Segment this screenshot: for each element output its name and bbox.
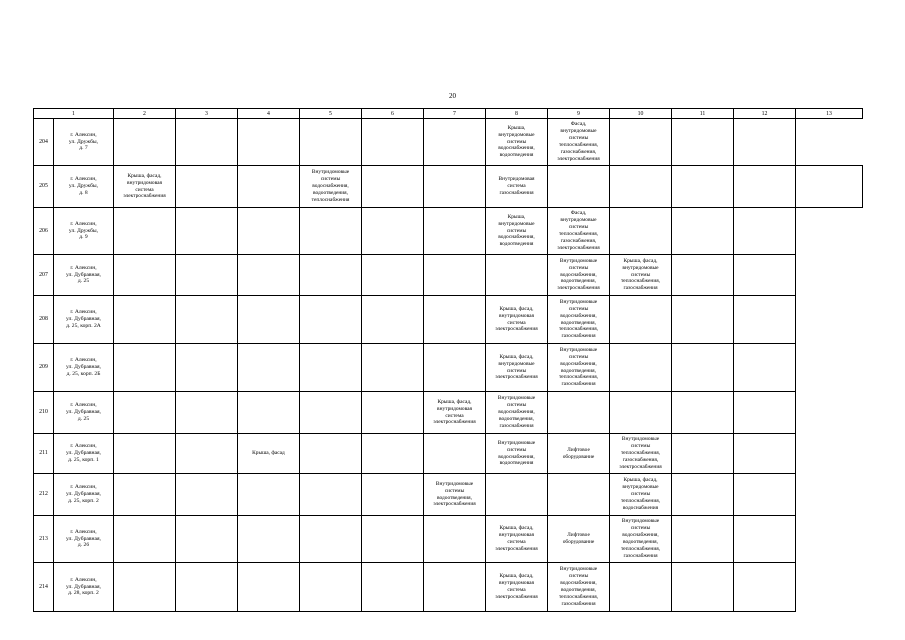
work-cell — [176, 166, 238, 208]
address-cell: г. Алексин, ул. Дубравная, д. 25, корп. 2Б — [54, 344, 114, 392]
work-cell — [362, 563, 424, 612]
work-cell: Крыша, фасад, внутридомовые системы теплоснабжения, водоснабжения — [610, 474, 672, 516]
work-cell — [362, 434, 424, 474]
work-cell: Внутридомовые системы водоснабжения, водоотведения, теплоснабжения, газоснабжения — [548, 344, 610, 392]
table-row — [34, 344, 863, 392]
work-cell — [238, 563, 300, 612]
work-cell: Лифтовое оборудование — [548, 516, 610, 563]
work-cell — [300, 344, 362, 392]
address-cell: г. Алексин, ул. Дубравная, д. 26 — [54, 516, 114, 563]
column-header: 4 — [238, 109, 300, 119]
row-number: 212 — [34, 474, 54, 516]
work-cell — [672, 119, 734, 166]
work-cell — [238, 166, 300, 208]
work-cell: Крыша, фасад, внутридомовые системы электроснабжения — [486, 344, 548, 392]
work-cell — [424, 434, 486, 474]
row-number: 206 — [34, 208, 54, 255]
work-cell — [114, 296, 176, 344]
work-cell — [672, 296, 734, 344]
work-cell — [176, 434, 238, 474]
work-cell — [672, 474, 734, 516]
table-row — [34, 392, 863, 434]
column-header: 6 — [362, 109, 424, 119]
work-cell — [300, 392, 362, 434]
work-cell — [238, 119, 300, 166]
work-cell — [672, 166, 734, 208]
work-cell: Внутридомовые системы теплоснабжения, газоснабжения, электроснабжения — [610, 434, 672, 474]
row-number: 211 — [34, 434, 54, 474]
work-cell — [734, 208, 796, 255]
work-cell — [734, 563, 796, 612]
work-cell — [300, 119, 362, 166]
work-cell — [424, 255, 486, 296]
work-cell — [424, 344, 486, 392]
work-cell — [238, 344, 300, 392]
work-cell — [362, 392, 424, 434]
work-cell — [362, 344, 424, 392]
work-cell — [734, 474, 796, 516]
header-row — [34, 109, 863, 119]
work-cell — [114, 208, 176, 255]
work-cell — [362, 296, 424, 344]
work-cell — [176, 296, 238, 344]
column-header: 10 — [610, 109, 672, 119]
work-cell — [672, 563, 734, 612]
work-cell — [114, 516, 176, 563]
row-number: 208 — [34, 296, 54, 344]
address-cell: г. Алексин, ул. Дубравная, д. 25 — [54, 392, 114, 434]
work-cell — [300, 516, 362, 563]
work-cell — [734, 255, 796, 296]
column-header: 5 — [300, 109, 362, 119]
work-cell — [176, 563, 238, 612]
work-cell — [238, 255, 300, 296]
work-cell — [362, 166, 424, 208]
work-cell — [672, 344, 734, 392]
work-cell — [672, 434, 734, 474]
work-cell — [610, 208, 672, 255]
capital-repair-table — [33, 108, 863, 612]
work-cell: Внутридомовые системы водоснабжения, водоотведения — [486, 434, 548, 474]
work-cell — [176, 516, 238, 563]
row-number: 207 — [34, 255, 54, 296]
work-cell — [734, 296, 796, 344]
work-cell — [362, 516, 424, 563]
work-cell — [176, 119, 238, 166]
work-cell — [734, 434, 796, 474]
work-cell — [734, 166, 796, 208]
work-cell — [672, 208, 734, 255]
column-header: 8 — [486, 109, 548, 119]
work-cell — [610, 344, 672, 392]
work-cell — [176, 474, 238, 516]
work-cell — [238, 208, 300, 255]
column-header: 2 — [114, 109, 176, 119]
column-header: 3 — [176, 109, 238, 119]
work-cell — [114, 434, 176, 474]
work-cell: Внутридомовые системы водоснабжения, водоотведения, электроснабжения — [548, 255, 610, 296]
row-number: 209 — [34, 344, 54, 392]
work-cell: Крыша, фасад — [238, 434, 300, 474]
address-cell: г. Алексин, ул. Дубравная, д. 28, корп. 2 — [54, 563, 114, 612]
work-cell — [424, 563, 486, 612]
work-cell — [114, 392, 176, 434]
row-number: 213 — [34, 516, 54, 563]
work-cell — [672, 392, 734, 434]
column-header: 7 — [424, 109, 486, 119]
table-row — [34, 434, 863, 474]
address-cell: г. Алексин, ул. Дружбы, д. 7 — [54, 119, 114, 166]
work-cell — [362, 255, 424, 296]
work-cell — [548, 392, 610, 434]
work-cell — [734, 516, 796, 563]
work-cell — [672, 516, 734, 563]
work-cell — [300, 474, 362, 516]
work-cell — [300, 208, 362, 255]
row-number: 214 — [34, 563, 54, 612]
work-cell — [548, 474, 610, 516]
work-cell — [238, 392, 300, 434]
address-cell: г. Алексин, ул. Дубравная, д. 25, корп. 2 — [54, 474, 114, 516]
work-cell: Внутридомовые системы водоснабжения, водоотведения, теплоснабжения — [300, 166, 362, 208]
work-cell — [176, 392, 238, 434]
table-row — [34, 208, 863, 255]
work-cell — [486, 255, 548, 296]
work-cell: Крыша, фасад, внутридомовая система электроснабжения — [486, 296, 548, 344]
work-cell: Крыша, фасад, внутридомовая система электроснабжения — [486, 563, 548, 612]
work-cell: Крыша, внутридомовые системы водоснабжения, водоотведения — [486, 119, 548, 166]
work-cell — [176, 255, 238, 296]
table-row — [34, 255, 863, 296]
work-cell — [114, 119, 176, 166]
work-cell — [734, 392, 796, 434]
table-row — [34, 474, 863, 516]
work-cell — [610, 296, 672, 344]
work-cell — [238, 474, 300, 516]
column-header: 1 — [34, 109, 114, 119]
work-cell — [610, 392, 672, 434]
work-cell — [734, 119, 796, 166]
work-cell — [424, 166, 486, 208]
work-cell: Внутридомовые системы водоотведения, электроснабжения — [424, 474, 486, 516]
column-header: 12 — [734, 109, 796, 119]
work-cell — [300, 296, 362, 344]
work-cell — [610, 119, 672, 166]
work-cell: Внутридомовые системы водоснабжения, водоотведения, теплоснабжения, газоснабжения — [610, 516, 672, 563]
work-cell — [176, 208, 238, 255]
work-cell — [424, 516, 486, 563]
work-cell: Фасад, внутридомовые системы теплоснабжения, газоснабжения, электроснабжения — [548, 208, 610, 255]
work-cell — [114, 255, 176, 296]
work-cell — [300, 434, 362, 474]
work-cell — [734, 344, 796, 392]
column-header: 11 — [672, 109, 734, 119]
address-cell: г. Алексин, ул. Дубравная, д. 25 — [54, 255, 114, 296]
address-cell: г. Алексин, ул. Дубравная, д. 25, корп. 2А — [54, 296, 114, 344]
work-cell — [238, 296, 300, 344]
work-cell: Крыша, фасад, внутридомовая система электроснабжения — [114, 166, 176, 208]
work-cell — [238, 516, 300, 563]
work-cell: Крыша, фасад, внутридомовая система электроснабжения — [424, 392, 486, 434]
work-cell — [548, 166, 610, 208]
row-number: 204 — [34, 119, 54, 166]
work-cell — [114, 563, 176, 612]
address-cell: г. Алексин, ул. Дружбы, д. 9 — [54, 208, 114, 255]
work-cell — [610, 166, 672, 208]
address-cell: г. Алексин, ул. Дружбы, д. 8 — [54, 166, 114, 208]
table-row — [34, 119, 863, 166]
row-number: 205 — [34, 166, 54, 208]
work-cell: Крыша, фасад, внутридомовые системы теплоснабжения, газоснабжения — [610, 255, 672, 296]
work-cell: Внутридомовые системы водоснабжения, водоотведения, газоснабжения — [486, 392, 548, 434]
work-cell: Лифтовое оборудование — [548, 434, 610, 474]
work-cell: Фасад, внутридомовые системы теплоснабжения, газоснабжения, электроснабжения — [548, 119, 610, 166]
column-header: 13 — [796, 109, 863, 119]
work-cell — [300, 563, 362, 612]
work-cell — [114, 474, 176, 516]
work-cell — [424, 208, 486, 255]
table-row — [34, 563, 863, 612]
work-cell — [362, 119, 424, 166]
row-number: 210 — [34, 392, 54, 434]
address-cell: г. Алексин, ул. Дубравная, д. 25, корп. 1 — [54, 434, 114, 474]
table-row — [34, 296, 863, 344]
work-cell: Крыша, внутридомовые системы водоснабжения, водоотведения — [486, 208, 548, 255]
column-header: 9 — [548, 109, 610, 119]
work-cell — [672, 255, 734, 296]
work-cell — [300, 255, 362, 296]
work-cell — [610, 563, 672, 612]
work-cell — [796, 166, 863, 208]
work-cell — [424, 296, 486, 344]
table-row — [34, 166, 863, 208]
work-cell — [176, 344, 238, 392]
table-row — [34, 516, 863, 563]
work-cell: Крыша, фасад, внутридомовая система электроснабжения — [486, 516, 548, 563]
work-cell — [486, 474, 548, 516]
page-number: 20 — [449, 92, 456, 100]
work-cell: Внутридомовые системы водоснабжения, водоотведения, теплоснабжения, газоснабжения — [548, 563, 610, 612]
work-cell: Внутридомовые системы водоснабжения, водоотведения, теплоснабжения, газоснабжения — [548, 296, 610, 344]
work-cell — [424, 119, 486, 166]
work-cell: Внутридомовая система газоснабжения — [486, 166, 548, 208]
work-cell — [114, 344, 176, 392]
work-cell — [362, 208, 424, 255]
work-cell — [362, 474, 424, 516]
